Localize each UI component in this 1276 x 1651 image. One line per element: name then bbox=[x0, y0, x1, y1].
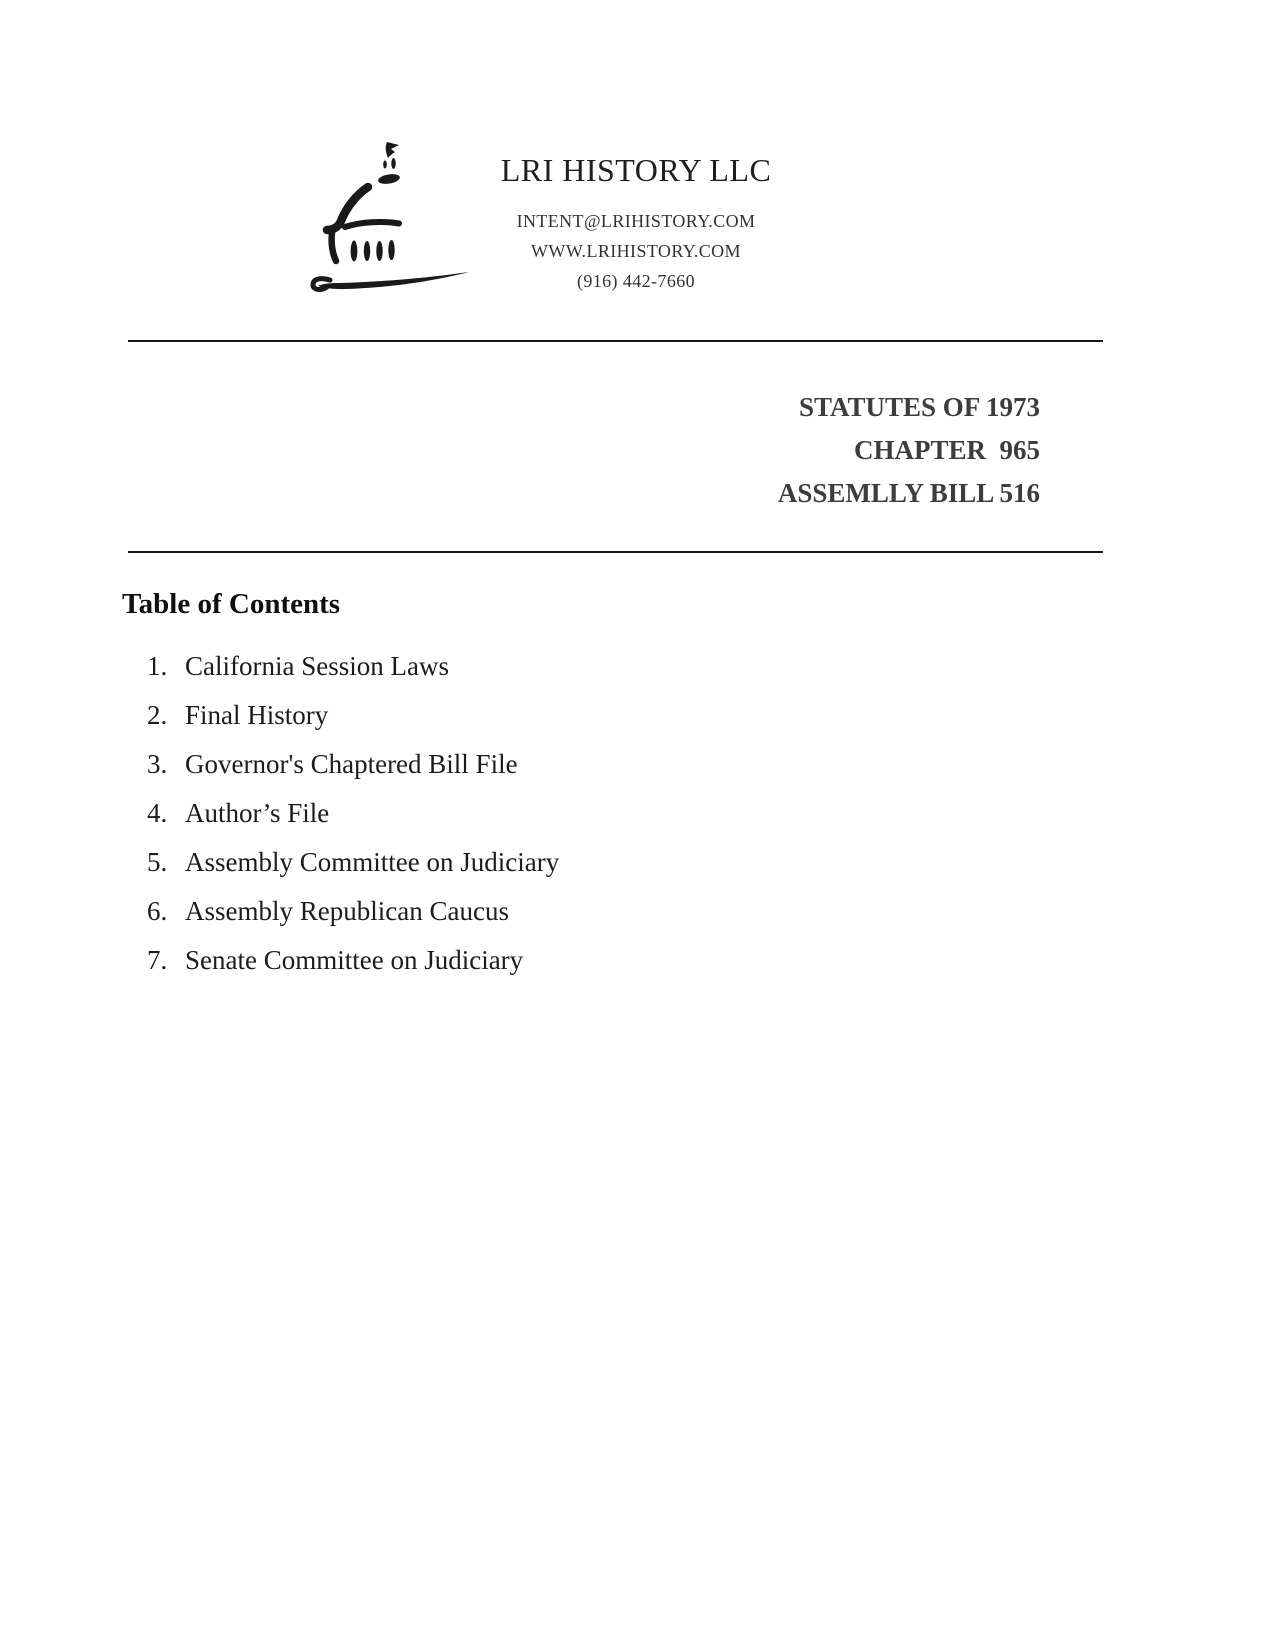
toc-item bbox=[147, 945, 559, 978]
toc-item-number: 7. bbox=[147, 945, 168, 975]
statutes-line: STATUTES OF 1973 bbox=[798, 392, 1040, 422]
toc-item-label: California Session Laws bbox=[185, 651, 449, 681]
company-phone: (916) 442-7660 bbox=[576, 271, 696, 291]
toc-item bbox=[147, 847, 559, 880]
company-website: WWW.LRIHISTORY.COM bbox=[531, 241, 741, 261]
toc-item-number: 1. bbox=[147, 651, 168, 681]
toc-item-number: 6. bbox=[147, 896, 168, 926]
toc-item bbox=[147, 896, 559, 929]
toc-item-number: 2. bbox=[147, 700, 168, 730]
toc-item-label: Governor's Chaptered Bill File bbox=[185, 749, 518, 779]
toc-item-label: Senate Committee on Judiciary bbox=[185, 945, 524, 975]
assembly-bill-line: ASSEMLLY BILL 516 bbox=[777, 478, 1040, 508]
toc-item bbox=[147, 798, 559, 831]
company-email: INTENT@LRIHISTORY.COM bbox=[516, 211, 756, 231]
toc-item bbox=[147, 700, 559, 733]
horizontal-rule-top bbox=[128, 340, 1103, 342]
toc-item-number: 3. bbox=[147, 749, 168, 779]
company-name: LRI HISTORY LLC bbox=[500, 152, 772, 188]
toc-item bbox=[147, 749, 559, 782]
horizontal-rule-bottom bbox=[128, 551, 1103, 553]
company-contact-block bbox=[444, 206, 828, 296]
chapter-line: CHAPTER 965 bbox=[853, 435, 1040, 465]
toc-item-number: 5. bbox=[147, 847, 168, 877]
bill-reference-block bbox=[778, 386, 1040, 515]
toc-item bbox=[147, 651, 559, 684]
toc-item-number: 4. bbox=[147, 798, 168, 828]
toc-list bbox=[147, 651, 559, 994]
toc-title: Table of Contents bbox=[122, 588, 341, 620]
toc-item-label: Final History bbox=[185, 700, 329, 730]
toc-item-label: Assembly Republican Caucus bbox=[185, 896, 509, 926]
toc-item-label: Author’s File bbox=[185, 798, 330, 828]
toc-item-label: Assembly Committee on Judiciary bbox=[185, 847, 560, 877]
